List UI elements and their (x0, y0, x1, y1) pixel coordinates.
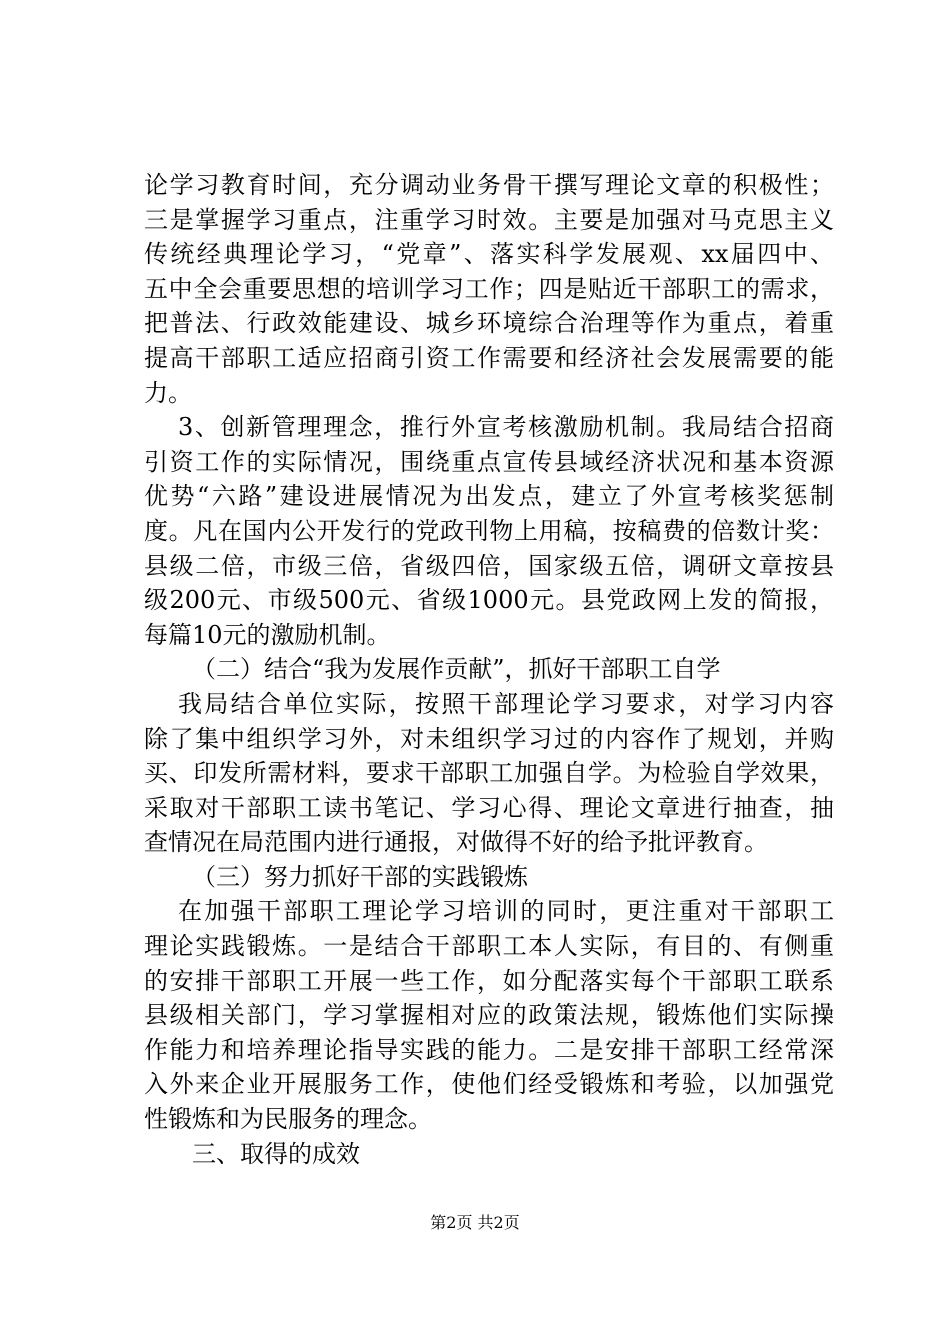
text-line: 三是掌握学习重点，注重学习时效。主要是加强对马克思主义 (144, 205, 834, 234)
heading-line: （三）努力抓好干部的实践锻炼 (192, 862, 528, 891)
text-line: 优势“六路”建设进展情况为出发点，建立了外宣考核奖惩制 (144, 482, 834, 511)
document-body (144, 168, 834, 1171)
page-footer (0, 1212, 950, 1234)
text-line: 每篇10元的激励机制。 (144, 620, 391, 649)
section-heading-results (144, 1137, 834, 1172)
text-line: 买、印发所需材料，要求干部职工加强自学。为检验自学效果， (144, 759, 834, 788)
text-line: 的安排干部职工开展一些工作，如分配落实每个干部职工联系 (144, 966, 834, 995)
text-line: 入外来企业开展服务工作，使他们经受锻炼和考验，以加强党 (144, 1070, 834, 1099)
text-line: 县级相关部门，学习掌握相对应的政策法规，锻炼他们实际操 (144, 1001, 834, 1030)
text-line: 查情况在局范围内进行通报，对做得不好的给予批评教育。 (144, 828, 768, 857)
text-line: 论学习教育时间，充分调动业务骨干撰写理论文章的积极性； (144, 171, 834, 199)
paragraph-study-content (144, 168, 834, 410)
text-line: 采取对干部职工读书笔记、学习心得、理论文章进行抽查，抽 (144, 793, 834, 822)
text-line: 度。凡在国内公开发行的党政刊物上用稿，按稿费的倍数计奖： (144, 516, 834, 545)
text-line: 性锻炼和为民服务的理念。 (144, 1105, 432, 1134)
text-line: 除了集中组织学习外，对未组织学习过的内容作了规划，并购 (144, 724, 834, 753)
text-line: 力。 (144, 378, 192, 407)
section-heading-practice (144, 860, 834, 895)
paragraph-self-study (144, 687, 834, 860)
paragraph-incentive-mechanism (144, 410, 834, 652)
heading-line: （二）结合“我为发展作贡献”，抓好干部职工自学 (192, 655, 721, 684)
text-line: 提高干部职工适应招商引资工作需要和经济社会发展需要的能 (144, 343, 834, 372)
text-line: 作能力和培养理论指导实践的能力。二是安排干部职工经常深 (144, 1035, 834, 1064)
page-number-label: 第2页 共2页 (430, 1213, 520, 1232)
paragraph-practice (144, 894, 834, 1136)
text-line: 在加强干部职工理论学习培训的同时，更注重对干部职工 (178, 897, 834, 926)
text-line: 3、创新管理理念，推行外宣考核激励机制。我局结合招商 (178, 413, 834, 442)
text-line: 理论实践锻炼。一是结合干部职工本人实际，有目的、有侧重 (144, 932, 834, 961)
text-line: 五中全会重要思想的培训学习工作；四是贴近干部职工的需求， (144, 274, 834, 303)
text-line: 引资工作的实际情况，围绕重点宣传县域经济状况和基本资源 (144, 447, 834, 476)
heading-line: 三、取得的成效 (192, 1139, 360, 1168)
text-line: 我局结合单位实际，按照干部理论学习要求，对学习内容 (178, 689, 834, 718)
text-line: 级200元、市级500元、省级1000元。县党政网上发的简报， (144, 586, 834, 615)
text-line: 传统经典理论学习，“党章”、落实科学发展观、xx届四中、 (144, 240, 834, 269)
section-heading-self-study (144, 652, 834, 687)
text-line: 县级二倍，市级三倍，省级四倍，国家级五倍，调研文章按县 (144, 551, 834, 580)
text-line: 把普法、行政效能建设、城乡环境综合治理等作为重点，着重 (144, 309, 834, 338)
